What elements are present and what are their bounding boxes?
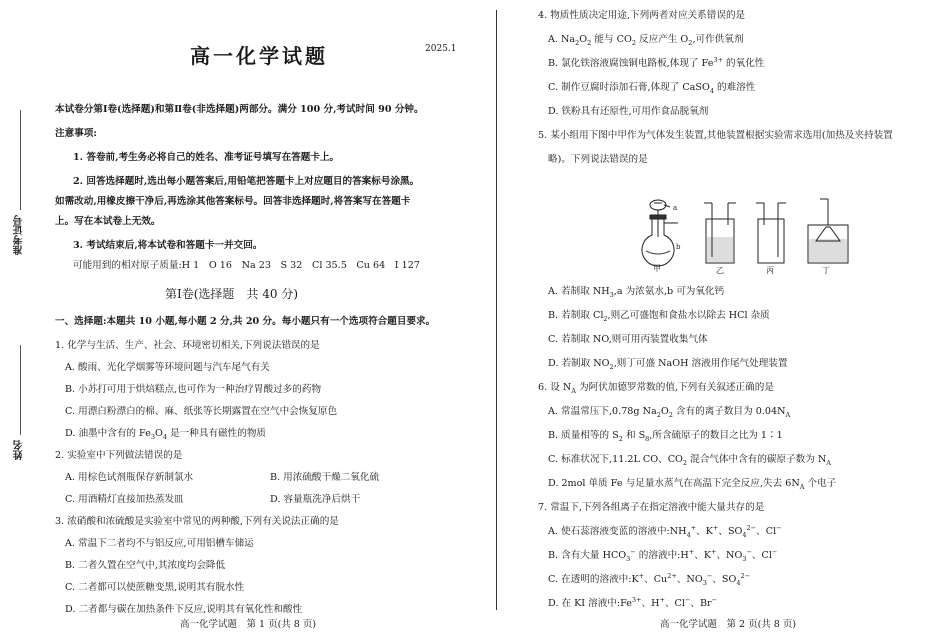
q3-stem: 3. 浓硝酸和浓硫酸是实验室中常见的两种酸,下列有关说法正确的是 bbox=[55, 516, 339, 527]
q3-option-b: B. 二者久置在空气中,其浓度均会降低 bbox=[65, 560, 226, 571]
q4-option-a: A. $Na_2O_2$ 能与 $CO_2$ 反应产生 $O_2$,可作供氧剂 bbox=[548, 34, 744, 47]
q5-stem-line1: 5. 某小组用下图中甲作为气体发生装置,其他装置根据实验需求选用(加热及夹持装置 bbox=[538, 130, 893, 141]
apparatus-yi bbox=[704, 203, 736, 263]
page-divider bbox=[496, 10, 497, 610]
q1-option-a: A. 酸雨、光化学烟雾等环境问题与汽车尾气有关 bbox=[65, 362, 270, 373]
instructions-heading: 注意事项: bbox=[55, 128, 97, 139]
q1-option-c: C. 用漂白粉漂白的棉、麻、纸张等长期露置在空气中会恢复原色 bbox=[65, 406, 338, 417]
label-bing: 丙 bbox=[766, 266, 774, 275]
exam-id-label: 准考证号 bbox=[14, 215, 25, 255]
q6-option-b: B. 质量相等的 $S_2$ 和 $S_8$,所含硫原子的数目之比为 1∶1 bbox=[548, 430, 783, 443]
q7-option-a: A. 使石蕊溶液变蓝的溶液中$:NH_4^+$、K+、$SO_4^{2-}$、Cl− bbox=[548, 523, 782, 539]
q4-option-c: C. 制作豆腐时添加石膏,体现了 CaSO$_4$ 的难溶性 bbox=[548, 82, 756, 95]
q2-option-a: A. 用棕色试剂瓶保存新制氯水 bbox=[65, 472, 194, 483]
section-title: 第Ⅰ卷(选择题 共 40 分) bbox=[165, 287, 299, 301]
q2-stem: 2. 实验室中下列做法错误的是 bbox=[55, 450, 183, 461]
exam-date: 2025.1 bbox=[425, 44, 457, 54]
q3-option-c: C. 二者都可以使蔗糖变黑,说明其有脱水性 bbox=[65, 582, 245, 593]
q4-option-d: D. 铁粉具有还原性,可用作食品脱氧剂 bbox=[548, 106, 709, 117]
instructions-item2a: 2. 回答选择题时,选出每小题答案后,用铅笔把答题卡上对应题目的答案标号涂黑。 bbox=[73, 176, 420, 187]
q7-option-c: C. 在透明的溶液中:K+、$Cu^{2+}$、$NO_3^-$、$SO_4^{2-}$ bbox=[548, 571, 751, 587]
q6-stem: 6. 设 $N_A$ 为阿伏加德罗常数的值,下列有关叙述正确的是 bbox=[538, 382, 774, 395]
q5-option-a: A. 若制取 $NH_3,a$ 为浓氨水,b 可为氧化钙 bbox=[548, 286, 725, 299]
atomic-masses: 可能用到的相对原子质量:H 1 O 16 Na 23 S 32 Cl 35.5 Cu 64 I 127 bbox=[73, 260, 420, 271]
q4-option-b: B. 氯化铁溶液腐蚀铜电路板,体现了 $Fe^{3+}$ 的氧化性 bbox=[548, 55, 765, 69]
label-yi: 乙 bbox=[716, 266, 724, 275]
apparatus-bing bbox=[756, 203, 786, 263]
q1-option-b: B. 小苏打可用于烘焙糕点,也可作为一种治疗胃酸过多的药物 bbox=[65, 384, 322, 395]
footer-left: 高一化学试题 第 1 页(共 8 页) bbox=[180, 619, 317, 630]
instructions-line1: 本试卷分第Ⅰ卷(选择题)和第Ⅱ卷(非选择题)两部分。满分 100 分,考试时间 90 分钟。 bbox=[55, 104, 424, 115]
name-line bbox=[20, 345, 21, 435]
instructions-item1: 1. 答卷前,考生务必将自己的姓名、准考证号填写在答题卡上。 bbox=[73, 152, 340, 163]
q2-option-d: D. 容量瓶洗净后烘干 bbox=[270, 494, 361, 505]
q4-stem: 4. 物质性质决定用途,下列两者对应关系错误的是 bbox=[538, 10, 746, 21]
footer-right: 高一化学试题 第 2 页(共 8 页) bbox=[660, 619, 797, 630]
q7-option-d: D. 在 KI 溶液中$:Fe^{3+}$、H+、Cl−、Br− bbox=[548, 595, 718, 609]
q6-option-c: C. 标准状况下,11.2L CO、$CO_2$ 混合气体中含有的碳原子数为 $N_A$ bbox=[548, 454, 831, 467]
q7-option-b: B. 含有大量 $HCO_3^-$ 的溶液中:H+、K+、$NO_3^-$、Cl− bbox=[548, 547, 778, 563]
q3-option-d: D. 二者都与碳在加热条件下反应,说明其有氧化性和酸性 bbox=[65, 604, 303, 615]
instructions-item2c: 上。写在本试卷上无效。 bbox=[55, 216, 161, 227]
page-title: 高一化学试题 bbox=[190, 44, 328, 68]
part1-heading: 一、选择题:本题共 10 小题,每小题 2 分,共 20 分。每小题只有一个选项符合题目要求。 bbox=[55, 316, 436, 327]
q6-option-a: A. 常温常压下,0.78g $Na_2O_2$ 含有的离子数目为 $0.04N_A$ bbox=[548, 406, 791, 419]
q6-option-d: D. 2mol 单质 Fe 与足量水蒸气在高温下完全反应,失去 $6N_A$ 个电子 bbox=[548, 478, 837, 491]
q5-stem-line2: 略)。下列说法错误的是 bbox=[548, 154, 648, 165]
lab-apparatus-figure bbox=[600, 195, 860, 275]
label-jia: 甲 bbox=[653, 264, 661, 273]
label-a: a bbox=[673, 204, 678, 212]
q3-option-a: A. 常温下二者均不与铝反应,可用铝槽车储运 bbox=[65, 538, 254, 549]
label-b: b bbox=[676, 243, 681, 251]
label-ding: 丁 bbox=[822, 266, 830, 275]
name-label: 姓名 bbox=[14, 440, 25, 460]
q5-option-d: D. 若制取 $NO_2$,则丁可盛 NaOH 溶液用作尾气处理装置 bbox=[548, 358, 788, 371]
q5-option-b: B. 若制取 $Cl_2$,则乙可盛饱和食盐水以除去 HCl 杂质 bbox=[548, 310, 770, 323]
q2-option-c: C. 用酒精灯直接加热蒸发皿 bbox=[65, 494, 184, 505]
q7-stem: 7. 常温下,下列各组离子在指定溶液中能大量共存的是 bbox=[538, 502, 765, 513]
instructions-item2b: 如需改动,用橡皮擦干净后,再选涂其他答案标号。回答非选择题时,将答案写在答题卡 bbox=[55, 196, 411, 207]
q2-option-b: B. 用浓硫酸干燥二氧化硫 bbox=[270, 472, 380, 483]
exam-id-line bbox=[20, 110, 21, 210]
apparatus-ding bbox=[808, 199, 848, 263]
q1-option-d: D. 油墨中含有的 $Fe_3O_4$ 是一种具有磁性的物质 bbox=[65, 428, 267, 441]
instructions-item3: 3. 考试结束后,将本试卷和答题卡一并交回。 bbox=[73, 240, 263, 251]
q1-stem: 1. 化学与生活、生产、社会、环境密切相关,下列说法错误的是 bbox=[55, 340, 320, 351]
q5-option-c: C. 若制取 NO,则可用丙装置收集气体 bbox=[548, 334, 708, 345]
